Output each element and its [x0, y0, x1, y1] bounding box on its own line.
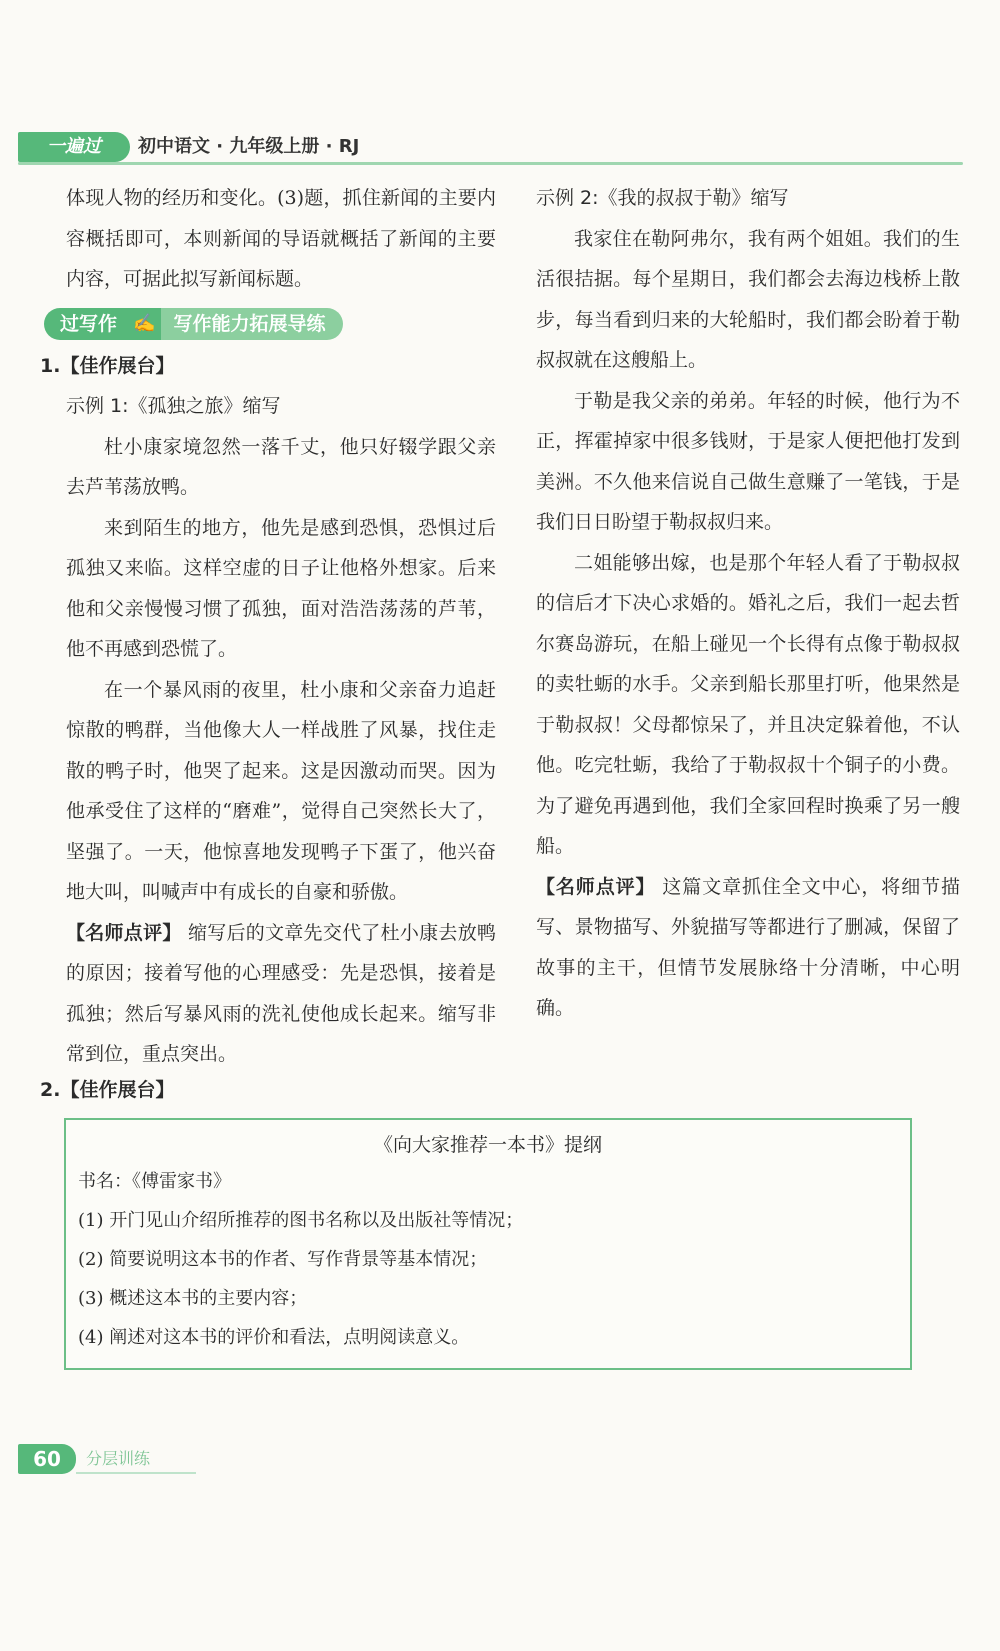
header-title: 初中语文 · 九年级上册 · RJ — [138, 136, 360, 157]
comment-text: 缩写后的文章先交代了杜小康去放鸭的原因；接着写他的心理感受：先是恐惧，接着是孤独；然后写暴风雨的洗礼使他成长起来。缩写非常到位，重点突出。 — [66, 921, 496, 1065]
outline-line: 书名：《傅雷家书》 — [78, 1171, 231, 1192]
right-column — [536, 178, 960, 1029]
example-2-title: 示例 2:《我的叔叔于勒》缩写 — [536, 187, 789, 209]
intro-text: 体现人物的经历和变化。(3)题，抓住新闻的主要内容概括即可，本则新闻的导语就概括了新闻的主要内容，可据此拟写新闻标题。 — [66, 187, 496, 290]
page-header — [18, 130, 963, 166]
comment-label: 【名师点评】 — [536, 875, 656, 898]
banner-label: 过写作 — [44, 308, 127, 340]
writing-section-banner — [44, 306, 496, 342]
question-2-heading — [40, 1075, 174, 1105]
outline-title: 《向大家推荐一本书》提纲 — [373, 1134, 602, 1156]
footer-label: 分层训练 — [86, 1449, 151, 1468]
question-label: 【佳作展台】 — [60, 354, 175, 377]
header-badge: 一遍过 — [18, 132, 130, 162]
header-divider — [18, 162, 963, 165]
paragraph: 来到陌生的地方，他先是感到恐惧，恐惧过后孤独又来临。这样空虚的日子让他格外想家。后来他和父亲慢慢习惯了孤独，面对浩浩荡荡的芦苇，他不再感到恐慌了。 — [66, 516, 496, 660]
comment-text: 这篇文章抓住全文中心，将细节描写、景物描写、外貌描写等都进行了删减，保留了故事的主干，但情节发展脉络十分清晰，中心明确。 — [536, 875, 960, 1019]
paragraph: 二姐能够出嫁，也是那个年轻人看了于勒叔叔的信后才下决心求婚的。婚礼之后，我们一起去哲尔赛岛游玩，在船上碰见一个长得有点像于勒叔叔的卖牡蛎的水手。父亲到船长那里打听，他果然是于勒叔叔！父母都惊呆了，并且决定躲着他，不认他。吃完牡蛎，我给了于勒叔叔十个铜子的小费。为了避免再遇到他，我们全家回程时换乘了另一艘船。 — [536, 551, 960, 857]
teacher-comment — [66, 913, 496, 1075]
outline-line: (3) 概述这本书的主要内容； — [78, 1288, 308, 1309]
question-number: 2. — [40, 1079, 61, 1101]
question-1-heading — [40, 346, 496, 387]
outline-line: (1) 开门见山介绍所推荐的图书名称以及出版社等情况； — [78, 1210, 524, 1231]
paragraph: 杜小康家境忽然一落千丈，他只好辍学跟父亲去芦苇荡放鸭。 — [66, 435, 496, 498]
outline-line: (4) 阐述对这本书的评价和看法，点明阅读意义。 — [78, 1327, 470, 1348]
paragraph: 我家住在勒阿弗尔，我有两个姐姐。我们的生活很拮据。每个星期日，我们都会去海边栈桥上散步，每当看到归来的大轮船时，我们都会盼着于勒叔叔就在这艘船上。 — [536, 227, 960, 371]
pen-icon: ✍ — [127, 308, 161, 340]
example-1-title: 示例 1:《孤独之旅》缩写 — [66, 395, 281, 417]
banner-subtitle: 写作能力拓展导练 — [161, 308, 343, 340]
teacher-comment — [536, 867, 960, 1029]
question-label: 【佳作展台】 — [60, 1079, 175, 1101]
outline-box — [64, 1118, 912, 1370]
comment-label: 【名师点评】 — [66, 921, 182, 944]
footer-divider — [76, 1472, 196, 1474]
outline-line: (2) 简要说明这本书的作者、写作背景等基本情况； — [78, 1249, 488, 1270]
page-number: 60 — [18, 1444, 76, 1474]
paragraph: 于勒是我父亲的弟弟。年轻的时候，他行为不正，挥霍掉家中很多钱财，于是家人便把他打发到美洲。不久他来信说自己做生意赚了一笔钱，于是我们日日盼望于勒叔叔归来。 — [536, 389, 960, 533]
question-number: 1. — [40, 354, 61, 377]
left-column — [40, 178, 496, 1075]
paragraph: 在一个暴风雨的夜里，杜小康和父亲奋力追赶惊散的鸭群，当他像大人一样战胜了风暴，找住走散的鸭子时，他哭了起来。这是因激动而哭。因为他承受住了这样的“磨难”，觉得自己突然长大了，坚强了。一天，他惊喜地发现鸭子下蛋了，他兴奋地大叫，叫喊声中有成长的自豪和骄傲。 — [66, 678, 496, 903]
